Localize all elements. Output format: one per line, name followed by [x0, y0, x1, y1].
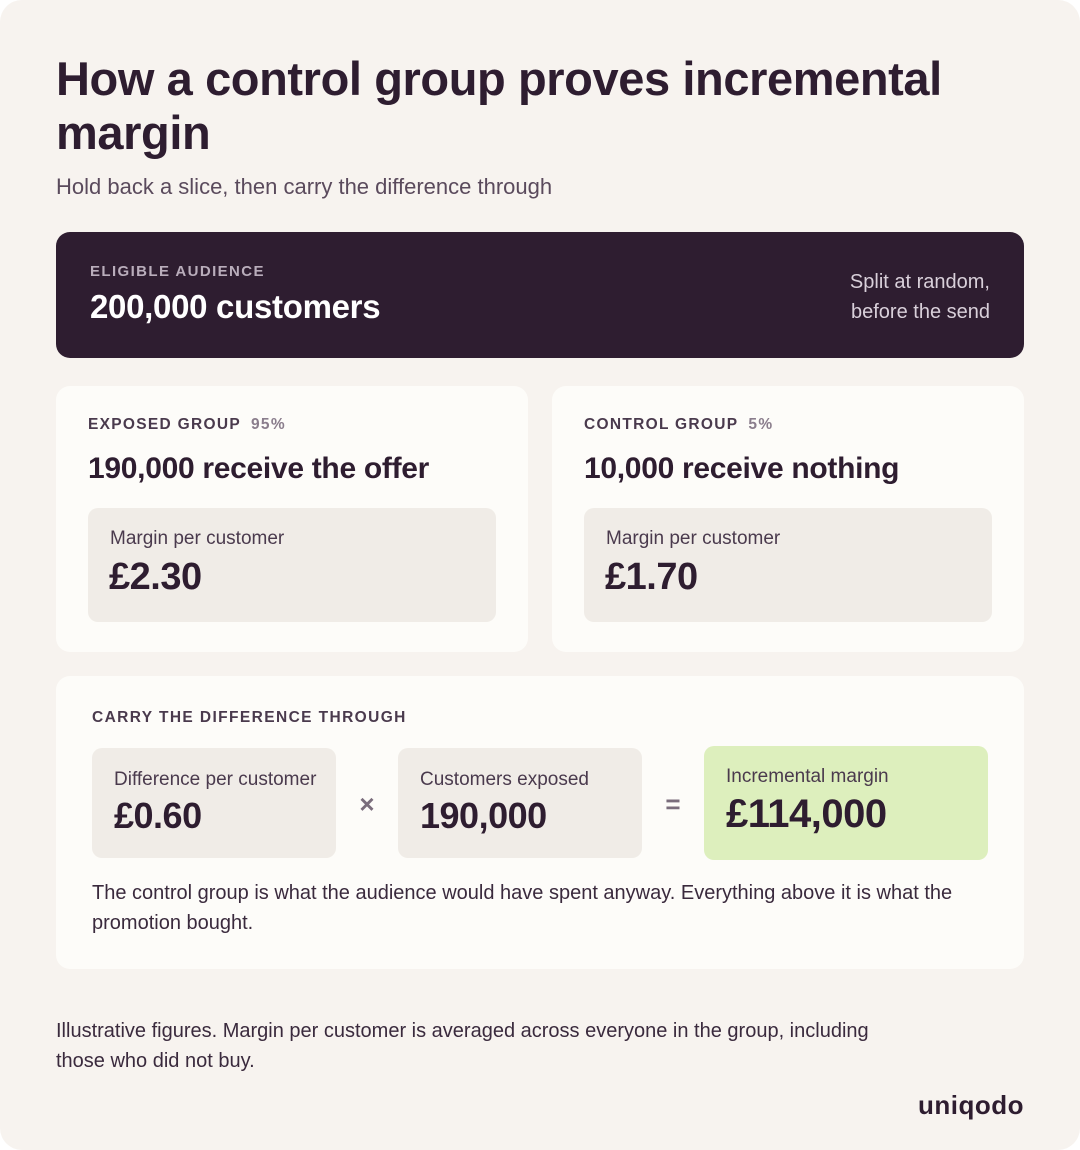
exposed-margin-value: £2.30: [109, 556, 202, 598]
equals-icon: =: [665, 789, 681, 819]
control-group-headline: 10,000 receive nothing: [584, 452, 900, 485]
customers-exposed-label: Customers exposed: [420, 769, 589, 790]
audience-banner: [56, 232, 1024, 358]
control-margin-value: £1.70: [605, 556, 698, 598]
control-group-card: [552, 386, 1024, 652]
difference-box: [92, 748, 336, 858]
exposed-margin-box: [88, 508, 496, 622]
brand-logo: uniqodo: [917, 1090, 1024, 1120]
exposed-group-name: EXPOSED GROUP: [88, 416, 241, 433]
page-subtitle: Hold back a slice, then carry the difference through: [56, 174, 553, 199]
exposed-margin-label: Margin per customer: [110, 528, 285, 549]
control-margin-label: Margin per customer: [606, 528, 781, 549]
incremental-margin-value: £114,000: [726, 792, 887, 836]
control-group-heading: [584, 416, 773, 434]
exposed-group-card: [56, 386, 528, 652]
footnote: Illustrative figures. Margin per customer is averaged across everyone in the group, including those who did not buy.: [56, 1020, 869, 1072]
incremental-margin-label: Incremental margin: [726, 766, 889, 787]
incremental-margin-box: [704, 746, 988, 860]
audience-count: 200,000 customers: [90, 288, 381, 325]
control-group-name: CONTROL GROUP: [584, 416, 739, 433]
page-title: How a control group proves incremental margin: [56, 52, 942, 159]
exposed-group-heading: [88, 416, 286, 434]
control-margin-box: [584, 508, 992, 622]
exposed-group-share: 95%: [251, 416, 286, 433]
control-group-share: 5%: [748, 416, 774, 433]
calculation-heading: CARRY THE DIFFERENCE THROUGH: [92, 709, 407, 726]
customers-exposed-value: 190,000: [420, 795, 547, 836]
calculation-card: [56, 676, 1024, 969]
difference-value: £0.60: [114, 795, 202, 836]
calculation-explanation: The control group is what the audience would have spent anyway. Everything above it is what the promotion bought.: [92, 882, 953, 934]
customers-exposed-box: [398, 748, 642, 858]
difference-label: Difference per customer: [114, 769, 317, 790]
multiply-icon: ×: [359, 789, 375, 819]
audience-eyebrow: ELIGIBLE AUDIENCE: [90, 263, 265, 280]
audience-split-note: Split at random, before the send: [849, 271, 990, 323]
exposed-group-headline: 190,000 receive the offer: [88, 452, 430, 485]
